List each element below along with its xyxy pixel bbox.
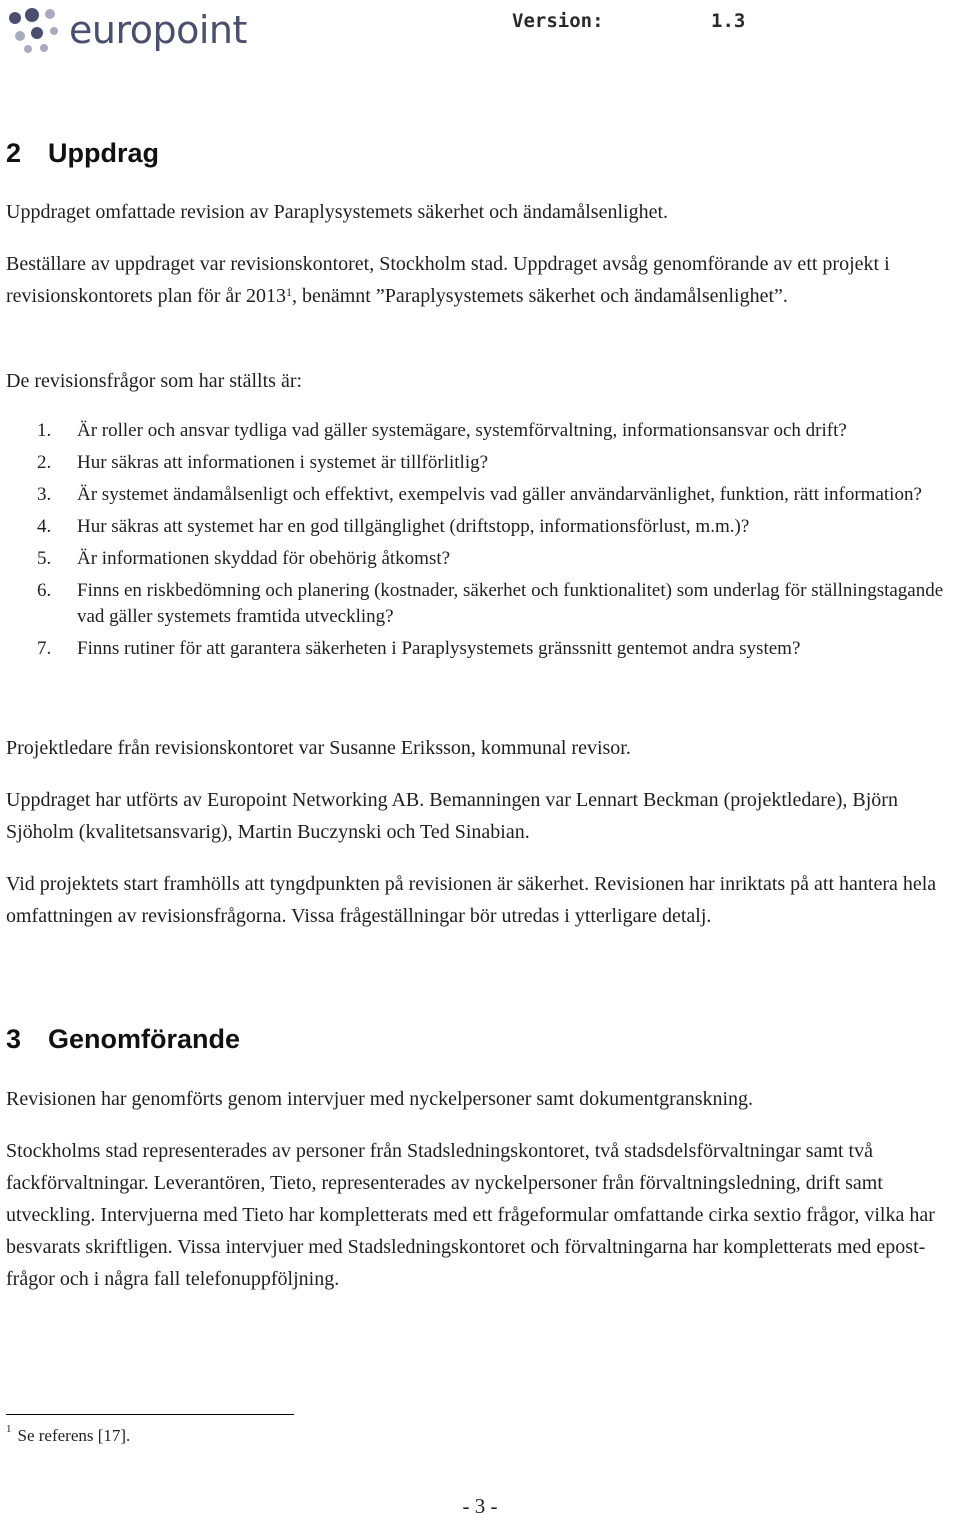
section-2-heading (6, 138, 159, 169)
paragraph-text: Beställare av uppdraget var revisionskontoret, Stockholm stad. Uppdraget avsåg genomförande av ett projekt i revisionskontorets plan för år 2013 (6, 253, 890, 307)
paragraph: Vid projektets start framhölls att tyngdpunkten på revisionen är säkerhet. Revisionen har inriktats på att hantera hela omfattningen av revisionsfrågorna. Vissa frågeställningar bör utredas i ytterligare detalj. (6, 873, 937, 927)
list-text: Är systemet ändamålsenligt och effektivt, exempelvis vad gäller användarvänlighet, funktion, rätt information? (77, 484, 922, 505)
list-item (6, 450, 960, 476)
list-text: Är informationen skyddad för obehörig åtkomst? (77, 548, 451, 569)
version-value: 1.3 (711, 10, 746, 32)
section-title: Uppdrag (48, 138, 159, 168)
paragraph: Uppdraget omfattade revision av Paraplysystemets säkerhet och ändamålsenlighet. (6, 201, 669, 223)
list-text: Finns rutiner för att garantera säkerheten i Paraplysystemets gränssnitt gentemot andra system? (77, 638, 801, 659)
question-list (6, 418, 960, 668)
list-text: Är roller och ansvar tydliga vad gäller systemägare, systemförvaltning, informationsansvar och drift? (77, 420, 847, 441)
list-item (6, 578, 960, 630)
paragraph: Projektledare från revisionskontoret var Susanne Eriksson, kommunal revisor. (6, 737, 631, 759)
paragraph: Stockholms stad representerades av personer från Stadsledningskontoret, två stadsdelsförvaltningar samt två fackförvaltningar. Leverantören, Tieto, representerades av nyckelpersoner från förvaltningsledning, drift samt utveckling. Intervjuerna med Tieto har kompletterats med ett frågeformular omfattande cirka sextio frågor, vilka har besvarats skriftligen. Vissa intervjuer med Stadsledningskontoret och förvaltningarna har kompletterats med epost-frågor och i några fall telefonuppföljning. (6, 1140, 935, 1290)
paragraph: Uppdraget har utförts av Europoint Networking AB. Bemanningen var Lennart Beckman (projektledare), Björn Sjöholm (kvalitetsansvarig), Martin Buczynski och Ted Sinabian. (6, 789, 898, 843)
page-number: - 3 - (462, 1494, 498, 1518)
list-text: Hur säkras att systemet har en god tillgänglighet (driftstopp, informationsförlust, m.m.)? (77, 516, 750, 537)
version-label: Version: (512, 10, 604, 32)
paragraph: De revisionsfrågor som har ställts är: (6, 370, 303, 392)
paragraph (6, 248, 956, 312)
list-item (6, 546, 960, 572)
footnote (6, 1423, 131, 1446)
list-number: 6. (37, 580, 52, 601)
list-text: Hur säkras att informationen i systemet är tillförlitlig? (77, 452, 489, 473)
paragraph-text: , benämnt ”Paraplysystemets säkerhet och ändamålsenlighet”. (291, 285, 788, 307)
list-number: 1. (37, 420, 52, 441)
footnote-ref: 1 (285, 285, 292, 299)
list-number: 2. (37, 452, 52, 473)
list-number: 3. (37, 484, 52, 505)
list-item (6, 514, 960, 540)
list-number: 5. (37, 548, 52, 569)
footnote-text: Se referens [17]. (17, 1426, 131, 1445)
logo-text: europoint (69, 8, 247, 52)
list-item (6, 482, 960, 508)
section-3-heading (6, 1024, 240, 1055)
paragraph: Revisionen har genomförts genom intervjuer med nyckelpersoner samt dokumentgranskning. (6, 1088, 754, 1110)
footnote-divider (6, 1414, 294, 1415)
list-number: 7. (37, 638, 52, 659)
dots-logo-icon (6, 6, 66, 54)
footnote-mark: 1 (6, 1423, 12, 1435)
list-number: 4. (37, 516, 52, 537)
europoint-logo (6, 6, 246, 54)
list-item (6, 636, 960, 662)
section-title: Genomförande (48, 1024, 241, 1054)
list-text: Finns en riskbedömning och planering (kostnader, säkerhet och funktionalitet) som underlag för ställningstagande vad gäller systemets framtida utveckling? (77, 580, 944, 627)
list-item (6, 418, 960, 444)
section-number: 2 (6, 138, 22, 168)
section-number: 3 (6, 1024, 22, 1054)
page-header (0, 0, 960, 60)
